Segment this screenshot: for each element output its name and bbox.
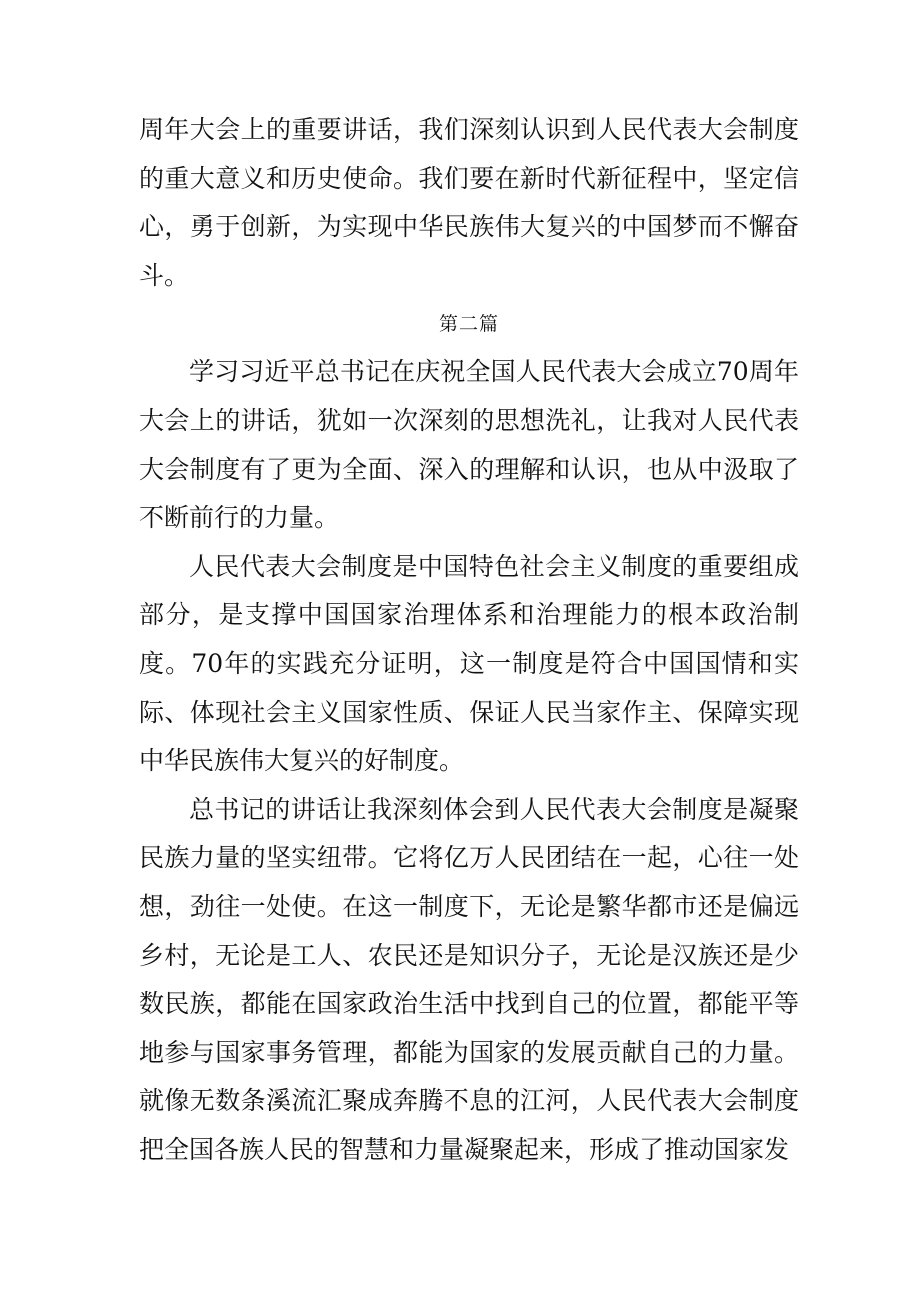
body-paragraph-2: 人民代表大会制度是中国特色社会主义制度的重要组成部分，是支撑中国国家治理体系和治理能力的根本政治制度。70年的实践充分证明，这一制度是符合中国国情和实际、体现社会主义国家性质、保证人民当家作主、保障实现中华民族伟大复兴的好制度。 xyxy=(139,551,799,776)
continued-paragraph: 周年大会上的重要讲话，我们深刻认识到人民代表大会制度的重大意义和历史使命。我们要在新时代新征程中，坚定信心，勇于创新，为实现中华民族伟大复兴的中国梦而不懈奋斗。 xyxy=(139,115,799,290)
section-heading: 第二篇 xyxy=(438,313,499,336)
body-paragraph-1: 学习习近平总书记在庆祝全国人民代表大会成立70周年大会上的讲话，犹如一次深刻的思想洗礼，让我对人民代表大会制度有了更为全面、深入的理解和认识，也从中汲取了不断前行的力量。 xyxy=(139,357,799,533)
document-page xyxy=(139,106,799,1174)
body-paragraph-3: 总书记的讲话让我深刻体会到人民代表大会制度是凝聚民族力量的坚实纽带。它将亿万人民团结在一起，心往一处想，劲往一处使。在这一制度下，无论是繁华都市还是偏远乡村，无论是工人、农民还是知识分子，无论是汉族还是少数民族，都能在国家政治生活中找到自己的位置，都能平等地参与国家事务管理，都能为国家的发展贡献自己的力量。就像无数条溪流汇聚成奔腾不息的江河，人民代表大会制度把全国各族人民的智慧和力量凝聚起来，形成了推动国家发 xyxy=(139,794,799,1164)
